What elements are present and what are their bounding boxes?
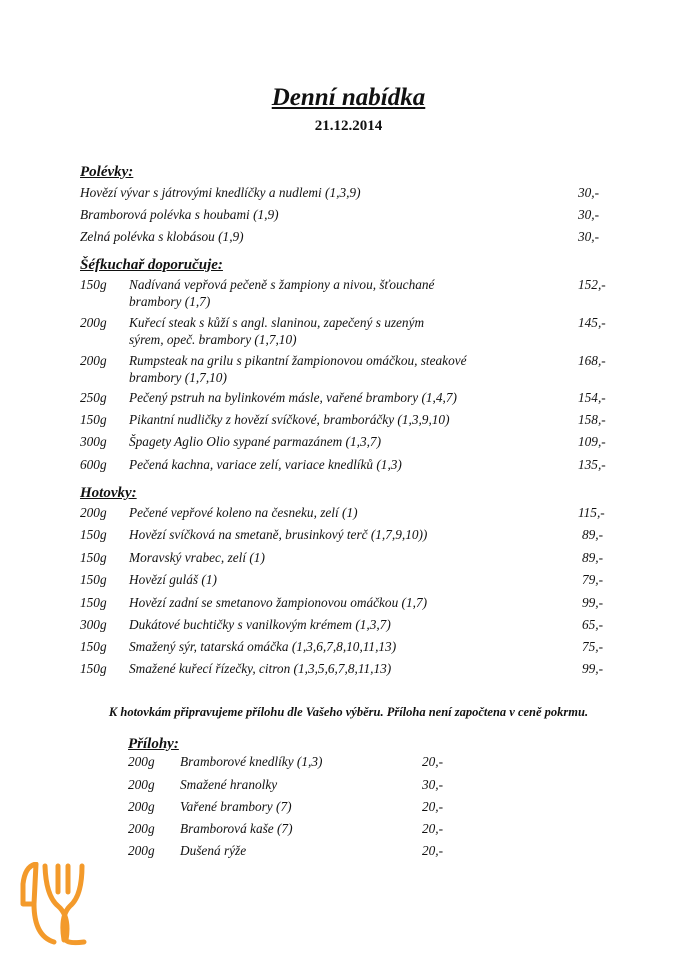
item-quantity: 300g [80, 434, 107, 449]
item-price: 30,- [422, 777, 444, 792]
item-price: 154,- [578, 390, 606, 405]
item-quantity: 200g [128, 843, 155, 858]
item-description: Pikantní nudličky z hovězí svíčkové, bramboráčky (1,3,9,10) [129, 412, 450, 427]
item-description: Hovězí vývar s játrovými knedlíčky a nudlemi (1,3,9) [80, 185, 361, 200]
item-description: Dukátové buchtičky s vanilkovým krémem (1,3,7) [129, 617, 391, 632]
item-quantity: 150g [80, 277, 107, 292]
item-description: Pečená kachna, variace zelí, variace knedlíků (1,3) [129, 457, 402, 472]
item-price: 115,- [578, 505, 605, 520]
item-price: 20,- [422, 754, 444, 769]
item-quantity: 600g [80, 457, 107, 472]
item-description: Vařené brambory (7) [180, 799, 292, 814]
item-quantity: 150g [80, 661, 107, 676]
item-price: 79,- [582, 572, 604, 587]
item-description: Dušená rýže [180, 843, 247, 858]
item-price: 135,- [578, 457, 606, 472]
section-heading-hotovky: Hotovky: [80, 485, 137, 501]
item-price: 89,- [582, 527, 604, 542]
item-description: Kuřecí steak s kůží s angl. slaninou, zapečený s uzeným [129, 315, 425, 330]
item-price: 99,- [582, 595, 604, 610]
item-price: 30,- [578, 229, 600, 244]
item-price: 30,- [578, 207, 600, 222]
section-heading-polevky: Polévky: [80, 164, 134, 180]
item-description: Smažený sýr, tatarská omáčka (1,3,6,7,8,10,11,13) [129, 639, 397, 654]
item-quantity: 200g [128, 821, 155, 836]
item-description: Bramborová kaše (7) [180, 821, 293, 836]
item-price: 30,- [578, 185, 600, 200]
item-description: Špagety Aglio Olio sypané parmazánem (1,3,7) [129, 434, 381, 449]
item-description: Moravský vrabec, zelí (1) [129, 550, 265, 565]
item-quantity: 150g [80, 412, 107, 427]
item-description: Pečené vepřové koleno na česneku, zelí (1) [129, 505, 358, 520]
item-quantity: 150g [80, 550, 107, 565]
menu-date: 21.12.2014 [314, 118, 383, 134]
item-description: Rumpsteak na grilu s pikantní žampionovou omáčkou, steakové [129, 353, 467, 368]
item-description: Bramborové knedlíky (1,3) [180, 754, 323, 769]
item-price: 145,- [578, 315, 606, 330]
section-heading-prilohy: Přílohy: [128, 736, 179, 752]
item-quantity: 200g [128, 754, 155, 769]
item-quantity: 200g [128, 777, 155, 792]
section-heading-sefkuchar: Šéfkuchař doporučuje: [80, 257, 223, 273]
item-price: 75,- [582, 639, 604, 654]
item-price: 99,- [582, 661, 604, 676]
item-description: Nadívaná vepřová pečeně s žampiony a nivou, šťouchané [129, 277, 435, 292]
item-quantity: 200g [80, 315, 107, 330]
item-price: 109,- [578, 434, 606, 449]
page-title: Denní nabídka [271, 84, 426, 111]
side-dish-note: K hotovkám připravujeme přílohu dle Vašeho výběru. Příloha není započtena v ceně pokrmu. [108, 705, 589, 719]
item-description: Hovězí zadní se smetanovo žampionovou omáčkou (1,7) [129, 595, 428, 610]
item-quantity: 150g [80, 572, 107, 587]
item-description-cont: brambory (1,7) [129, 294, 211, 309]
item-description: Bramborová polévka s houbami (1,9) [80, 207, 279, 222]
item-price: 168,- [578, 353, 606, 368]
item-quantity: 150g [80, 595, 107, 610]
item-description: Smažené kuřecí řízečky, citron (1,3,5,6,7,8,11,13) [129, 661, 392, 676]
item-description-cont: brambory (1,7,10) [129, 370, 227, 385]
item-price: 152,- [578, 277, 606, 292]
item-description: Hovězí svíčková na smetaně, brusinkový terč (1,7,9,10)) [129, 527, 428, 542]
item-description: Smažené hranolky [180, 777, 278, 792]
item-quantity: 200g [80, 505, 107, 520]
item-quantity: 150g [80, 639, 107, 654]
item-description-cont: sýrem, opeč. brambory (1,7,10) [129, 332, 297, 347]
item-price: 158,- [578, 412, 606, 427]
item-quantity: 150g [80, 527, 107, 542]
item-quantity: 300g [80, 617, 107, 632]
item-quantity: 250g [80, 390, 107, 405]
item-description: Pečený pstruh na bylinkovém másle, vařené brambory (1,4,7) [129, 390, 457, 405]
item-description: Zelná polévka s klobásou (1,9) [80, 229, 244, 244]
item-quantity: 200g [80, 353, 107, 368]
item-price: 20,- [422, 821, 444, 836]
item-price: 89,- [582, 550, 604, 565]
knife-fork-icon [20, 862, 90, 951]
item-quantity: 200g [128, 799, 155, 814]
item-description: Hovězí guláš (1) [129, 572, 217, 587]
item-price: 65,- [582, 617, 604, 632]
item-price: 20,- [422, 843, 444, 858]
item-price: 20,- [422, 799, 444, 814]
